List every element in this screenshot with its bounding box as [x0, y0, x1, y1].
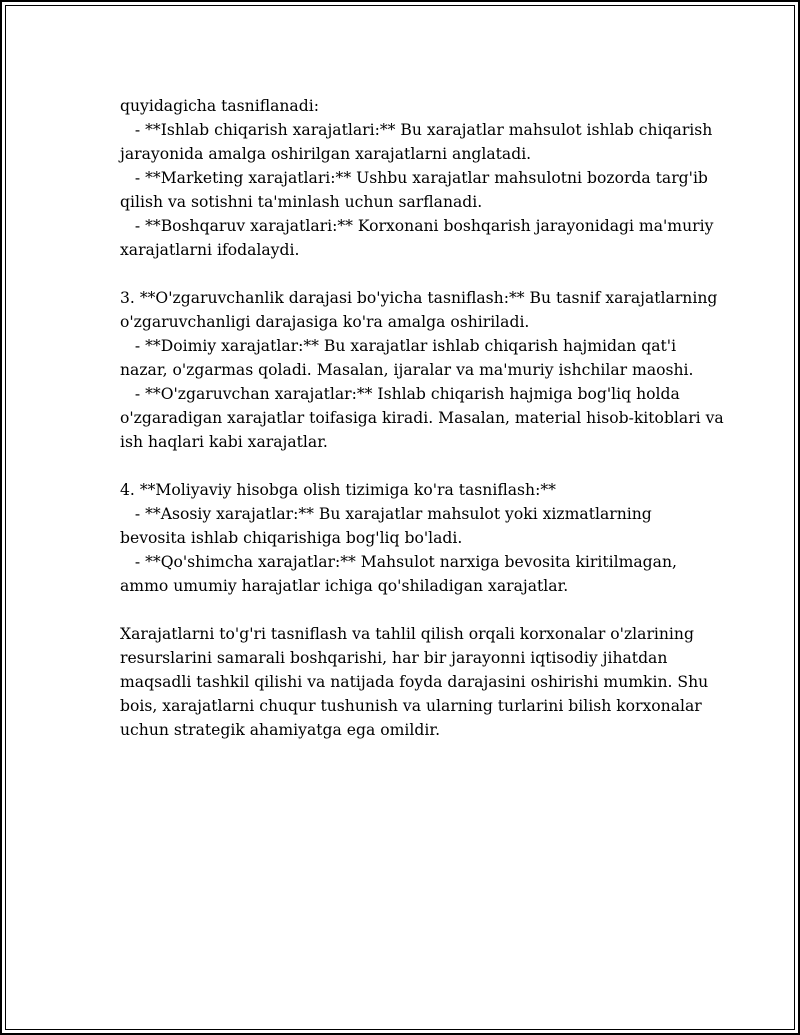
list-item — [120, 166, 708, 214]
conclusion-line: bois, xarajatlarni chuqur tushunish va ularning turlarini bilish korxonalar — [120, 697, 702, 715]
list-item — [120, 550, 700, 598]
conclusion-line: maqsadli tashkil qilishi va natijada foyda darajasini oshirishi mumkin. Shu — [120, 673, 709, 691]
list-item-line: o'zgaradigan xarajatlar toifasiga kiradi. Masalan, material hisob-kitoblari va — [120, 409, 724, 427]
list-item-line: qilish va sotishni ta'minlash uchun sarflanadi. — [120, 193, 483, 211]
list-item-line: - **Ishlab chiqarish xarajatlari:** Bu xarajatlar mahsulot ishlab chiqarish — [120, 121, 713, 139]
list-item-line: bevosita ishlab chiqarishiga bog'liq bo'ladi. — [120, 529, 463, 547]
section-4 — [120, 478, 700, 598]
list-item — [120, 502, 700, 550]
conclusion-line: resurslarini samarali boshqarishi, har bir jarayonni iqtisodiy jihatdan — [120, 649, 668, 667]
list-item-line: xarajatlarni ifodalaydi. — [120, 241, 300, 259]
list-item-line: - **Doimiy xarajatlar:** Bu xarajatlar ishlab chiqarish hajmidan qat'i — [120, 337, 677, 355]
list-item-line: nazar, o'zgarmas qoladi. Masalan, ijaralar va ma'muriy ishchilar maoshi. — [120, 361, 694, 379]
list-item-line: - **Qo'shimcha xarajatlar:** Mahsulot narxiga bevosita kiritilmagan, — [120, 553, 677, 571]
document-body — [120, 94, 724, 742]
list-item-line: - **O'zgaruvchan xarajatlar:** Ishlab chiqarish hajmiga bog'liq holda — [120, 385, 680, 403]
section-heading-line: 3. **O'zgaruvchanlik darajasi bo'yicha tasniflash:** Bu tasnif xarajatlarning — [120, 289, 718, 307]
conclusion-paragraph — [120, 622, 709, 742]
list-item — [120, 214, 714, 262]
section-heading-line: o'zgaruvchanligi darajasiga ko'ra amalga oshiriladi. — [120, 313, 530, 331]
list-item-line: ish haqlari kabi xarajatlar. — [120, 433, 328, 451]
list-item — [120, 382, 724, 454]
conclusion-line: Xarajatlarni to'g'ri tasniflash va tahlil qilish orqali korxonalar o'zlarining — [120, 625, 694, 643]
section-3 — [120, 286, 724, 454]
list-item-line: - **Boshqaruv xarajatlari:** Korxonani boshqarish jarayonidagi ma'muriy — [120, 217, 714, 235]
list-item — [120, 334, 700, 382]
list-item-line: - **Asosiy xarajatlar:** Bu xarajatlar mahsulot yoki xizmatlarning — [120, 505, 652, 523]
section-heading-line: 4. **Moliyaviy hisobga olish tizimiga ko'ra tasniflash:** — [120, 481, 556, 499]
paragraph-gap — [120, 454, 700, 478]
paragraph-gap — [120, 598, 700, 622]
section-heading — [120, 478, 700, 502]
section-intro-line: quyidagicha tasniflanadi: — [120, 97, 319, 115]
paragraph-gap — [120, 262, 700, 286]
list-item — [120, 118, 713, 166]
conclusion-line: uchun strategik ahamiyatga ega omildir. — [120, 721, 441, 739]
list-item-line: - **Marketing xarajatlari:** Ushbu xarajatlar mahsulotni bozorda targ'ib — [120, 169, 708, 187]
section-heading — [120, 286, 718, 334]
list-item-line: ammo umumiy harajatlar ichiga qo'shiladigan xarajatlar. — [120, 577, 569, 595]
list-item-line: jarayonida amalga oshirilgan xarajatlarni anglatadi. — [120, 145, 532, 163]
section-2-tail — [120, 94, 714, 262]
